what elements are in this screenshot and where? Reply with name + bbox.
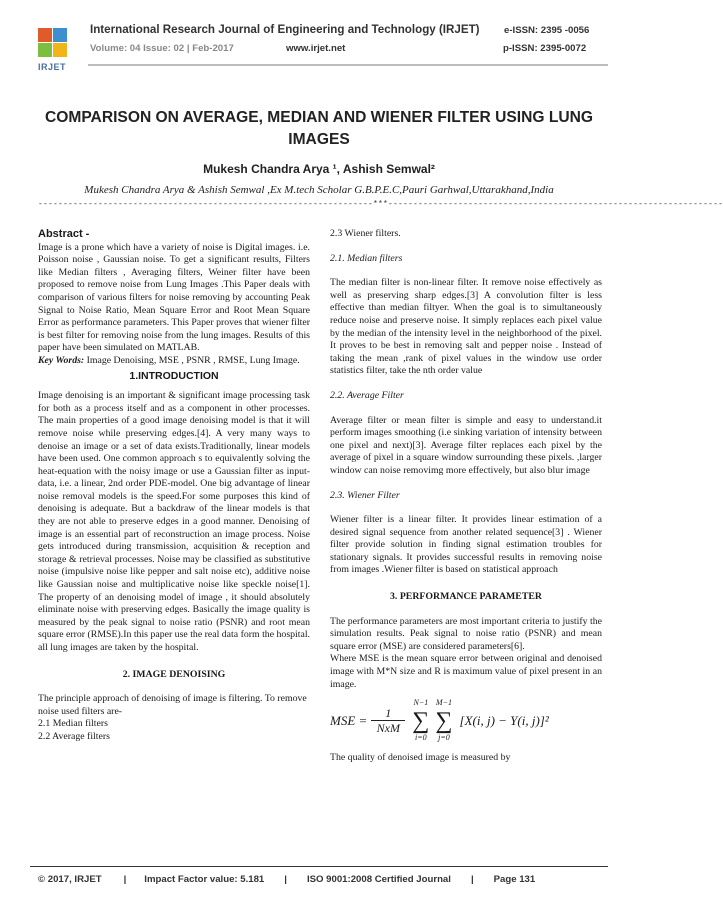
eq-num: 1 (385, 705, 392, 720)
mse-equation (330, 697, 602, 744)
footer-iso: ISO 9001:2008 Certified Journal (306, 874, 451, 885)
journal-title: International Research Journal of Engineering and Technology (IRJET) (90, 23, 480, 36)
abstract-text: Image is a prone which have a variety of noise is Digital images. i.e. Poisson noise , Gaussian noise. To get a significant results, Filters like Median filters , Averaging filters, Weiner filter have been proposed to remove noise from Lung Images .This Paper deals with comparison of various filters for noise removing by accounting Peak Signal to Noise Ratio, Mean Square Error and Root Mean Square Error as performance parameters. This Paper proves that wiener filter is best filter for removing noise from the lung images. Results of this paper have been simulated on MATLAB. (38, 241, 310, 354)
left-column (38, 228, 310, 744)
abstract (38, 228, 310, 355)
closing-text: The quality of denoised image is measured by (330, 752, 511, 764)
abstract-heading: Abstract - (38, 228, 90, 240)
footer-rule (30, 866, 608, 867)
intro-heading: 1.INTRODUCTION (129, 369, 219, 382)
denoise-heading: 2. IMAGE DENOISING (122, 668, 226, 680)
list-item-average: 2.2 Average filters (38, 730, 110, 742)
paper-affiliation: Mukesh Chandra Arya & Ashish Semwal ,Ex M.tech Scholar G.B.P.E.C,Pauri Garhwal,Uttarakhand,India (84, 184, 554, 196)
footer-page: Page 131 (493, 874, 536, 885)
header-rule (88, 64, 608, 66)
logo-text: IRJET (37, 62, 66, 72)
journal-header (0, 0, 638, 86)
volume-issue: Volume: 04 Issue: 02 | Feb-2017 (90, 43, 234, 54)
keywords-label: Key Words: (38, 354, 85, 366)
eq-sum-j-bottom: j=0 (438, 732, 450, 742)
page-footer: © 2017, IRJET | Impact Factor value: 5.181 | ISO 9001:2008 Certified Journal | Page 131 (38, 874, 536, 885)
median-heading: 2.1. Median filters (330, 252, 403, 264)
perf-text-2: Where MSE is the mean square error between original and denoised image with M*N size and R is maximum value of pixel present in an image. (330, 653, 602, 690)
eq-sum-i-bottom: i=0 (415, 732, 427, 742)
eq-fraction (371, 707, 405, 735)
wiener-heading: 2.3. Wiener Filter (330, 489, 400, 501)
perf-heading: 3. PERFORMANCE PARAMETER (390, 591, 542, 603)
wiener-text: Wiener filter is a linear filter. It provides linear estimation of a desired signal sequence from another related sequence[3] . Wiener filter provide solution in finding signal estimation troubles for stationary signals. It provides successful results in removing noise from images .Wiener filter is based on statistical approach (330, 514, 602, 576)
average-heading: 2.2. Average Filter (330, 389, 404, 401)
section-separator: -------------------------------------------------------------------***------------------------------------------------------------------- (38, 200, 723, 209)
keywords-text: Image Denoising, MSE , PSNR , RMSE, Lung Image. (84, 354, 300, 366)
median-text: The median filter is non-linear filter. It remove noise effectively as well as preserving sharp edges.[3] A convolution filter is less effective than median filtyer. When the goal is to simultaneously reduce noise and preserve noise. It simply replaces each pixel value by the median of the intensity level in the neighborhood of the pixel. It proves to be best in removing salt and pepper noise . Instead of taking the mean ,rank of pixel values in the window use order statistics filter, take the nth order value (330, 277, 602, 377)
intro-text: Image denoising is an important & significant image processing task for both as a process itself and as a component in other processes. The main properties of a good image denoising model is that it will remove noise while preserving edges.[4]. A very many ways to denoise an image or a set of data exists.Traditionally, linear models have been used. One common approach s to equivalently solving the heat-equation with the noisy image or use a Gaussian filter as input-data, i.e. a linear, 2nd order PDE-model. One big advantage of linear noise removal models is the speed.For some purposes this kind of denoising is adequate. But a backdraw of the linear models is that they are not able to preserve edges in a good manner. Denoising of image is an essential part of reconstruction an image process. Noise gets introduced during transmission, acquisition & reception and storage & retrieval processes. Noise may be classified as substitutive noise (impulsive noise like pepper and salt noise etc), additive noise like Gaussian noise and multiplicative noise like speckle noise[1]. The property of an denoising model of image , it should absolutely eliminate noise with preserving edges. Basically the image quality is measured by the peak signal to noise ratio (PSNR) and root mean square error (RMSE).In this paper use the real data form the hospital. all lung images are taken by the hospital. (38, 390, 310, 653)
eq-sum-j: M−1 ∑ j=0 (435, 697, 452, 744)
perf-text: The performance parameters are most important criteria to justify the simulation results. Peak signal to noise ratio (PSNR) and mean square error (MSE) are considered parameters[6]. (330, 615, 602, 652)
eq-lhs: MSE = (330, 712, 368, 728)
paper-title: COMPARISON ON AVERAGE, MEDIAN AND WIENER FILTER USING LUNG IMAGES (44, 109, 594, 148)
irjet-logo (32, 22, 72, 78)
eq-sum-j-top: M−1 (435, 698, 452, 708)
list-item-median: 2.1 Median filters (38, 718, 108, 730)
journal-website: www.irjet.net (286, 43, 346, 54)
list-item-wiener: 2.3 Wiener filters. (330, 228, 401, 239)
keywords (38, 355, 310, 368)
eissn: e-ISSN: 2395 -0056 (504, 25, 590, 36)
eq-sum-i-top: N−1 (413, 698, 429, 708)
eq-den: NxM (376, 721, 400, 736)
eq-body: [X(i, j) − Y(i, j)]² (459, 712, 549, 728)
right-column (330, 228, 602, 765)
pissn: p-ISSN: 2395-0072 (503, 43, 587, 54)
denoise-text: The principle approach of denoising of image is filtering. To remove noise used filters are- (38, 693, 307, 717)
footer-copyright: © 2017, IRJET (38, 874, 102, 885)
average-text: Average filter or mean filter is simple and easy to understand.it perform images smoothing (i.e sinking variation of intensity between one pixel and next)[3]. Average filter replaces each pixel by the average of pixel in a square window surrounding these pixels. ,larger window can noise removimg more effectively, but also blur image (330, 414, 602, 476)
eq-sum-i: N−1 ∑ i=0 (412, 697, 429, 744)
paper-authors: Mukesh Chandra Arya ¹, Ashish Semwal² (203, 162, 435, 176)
footer-impact: Impact Factor value: 5.181 (144, 874, 265, 885)
